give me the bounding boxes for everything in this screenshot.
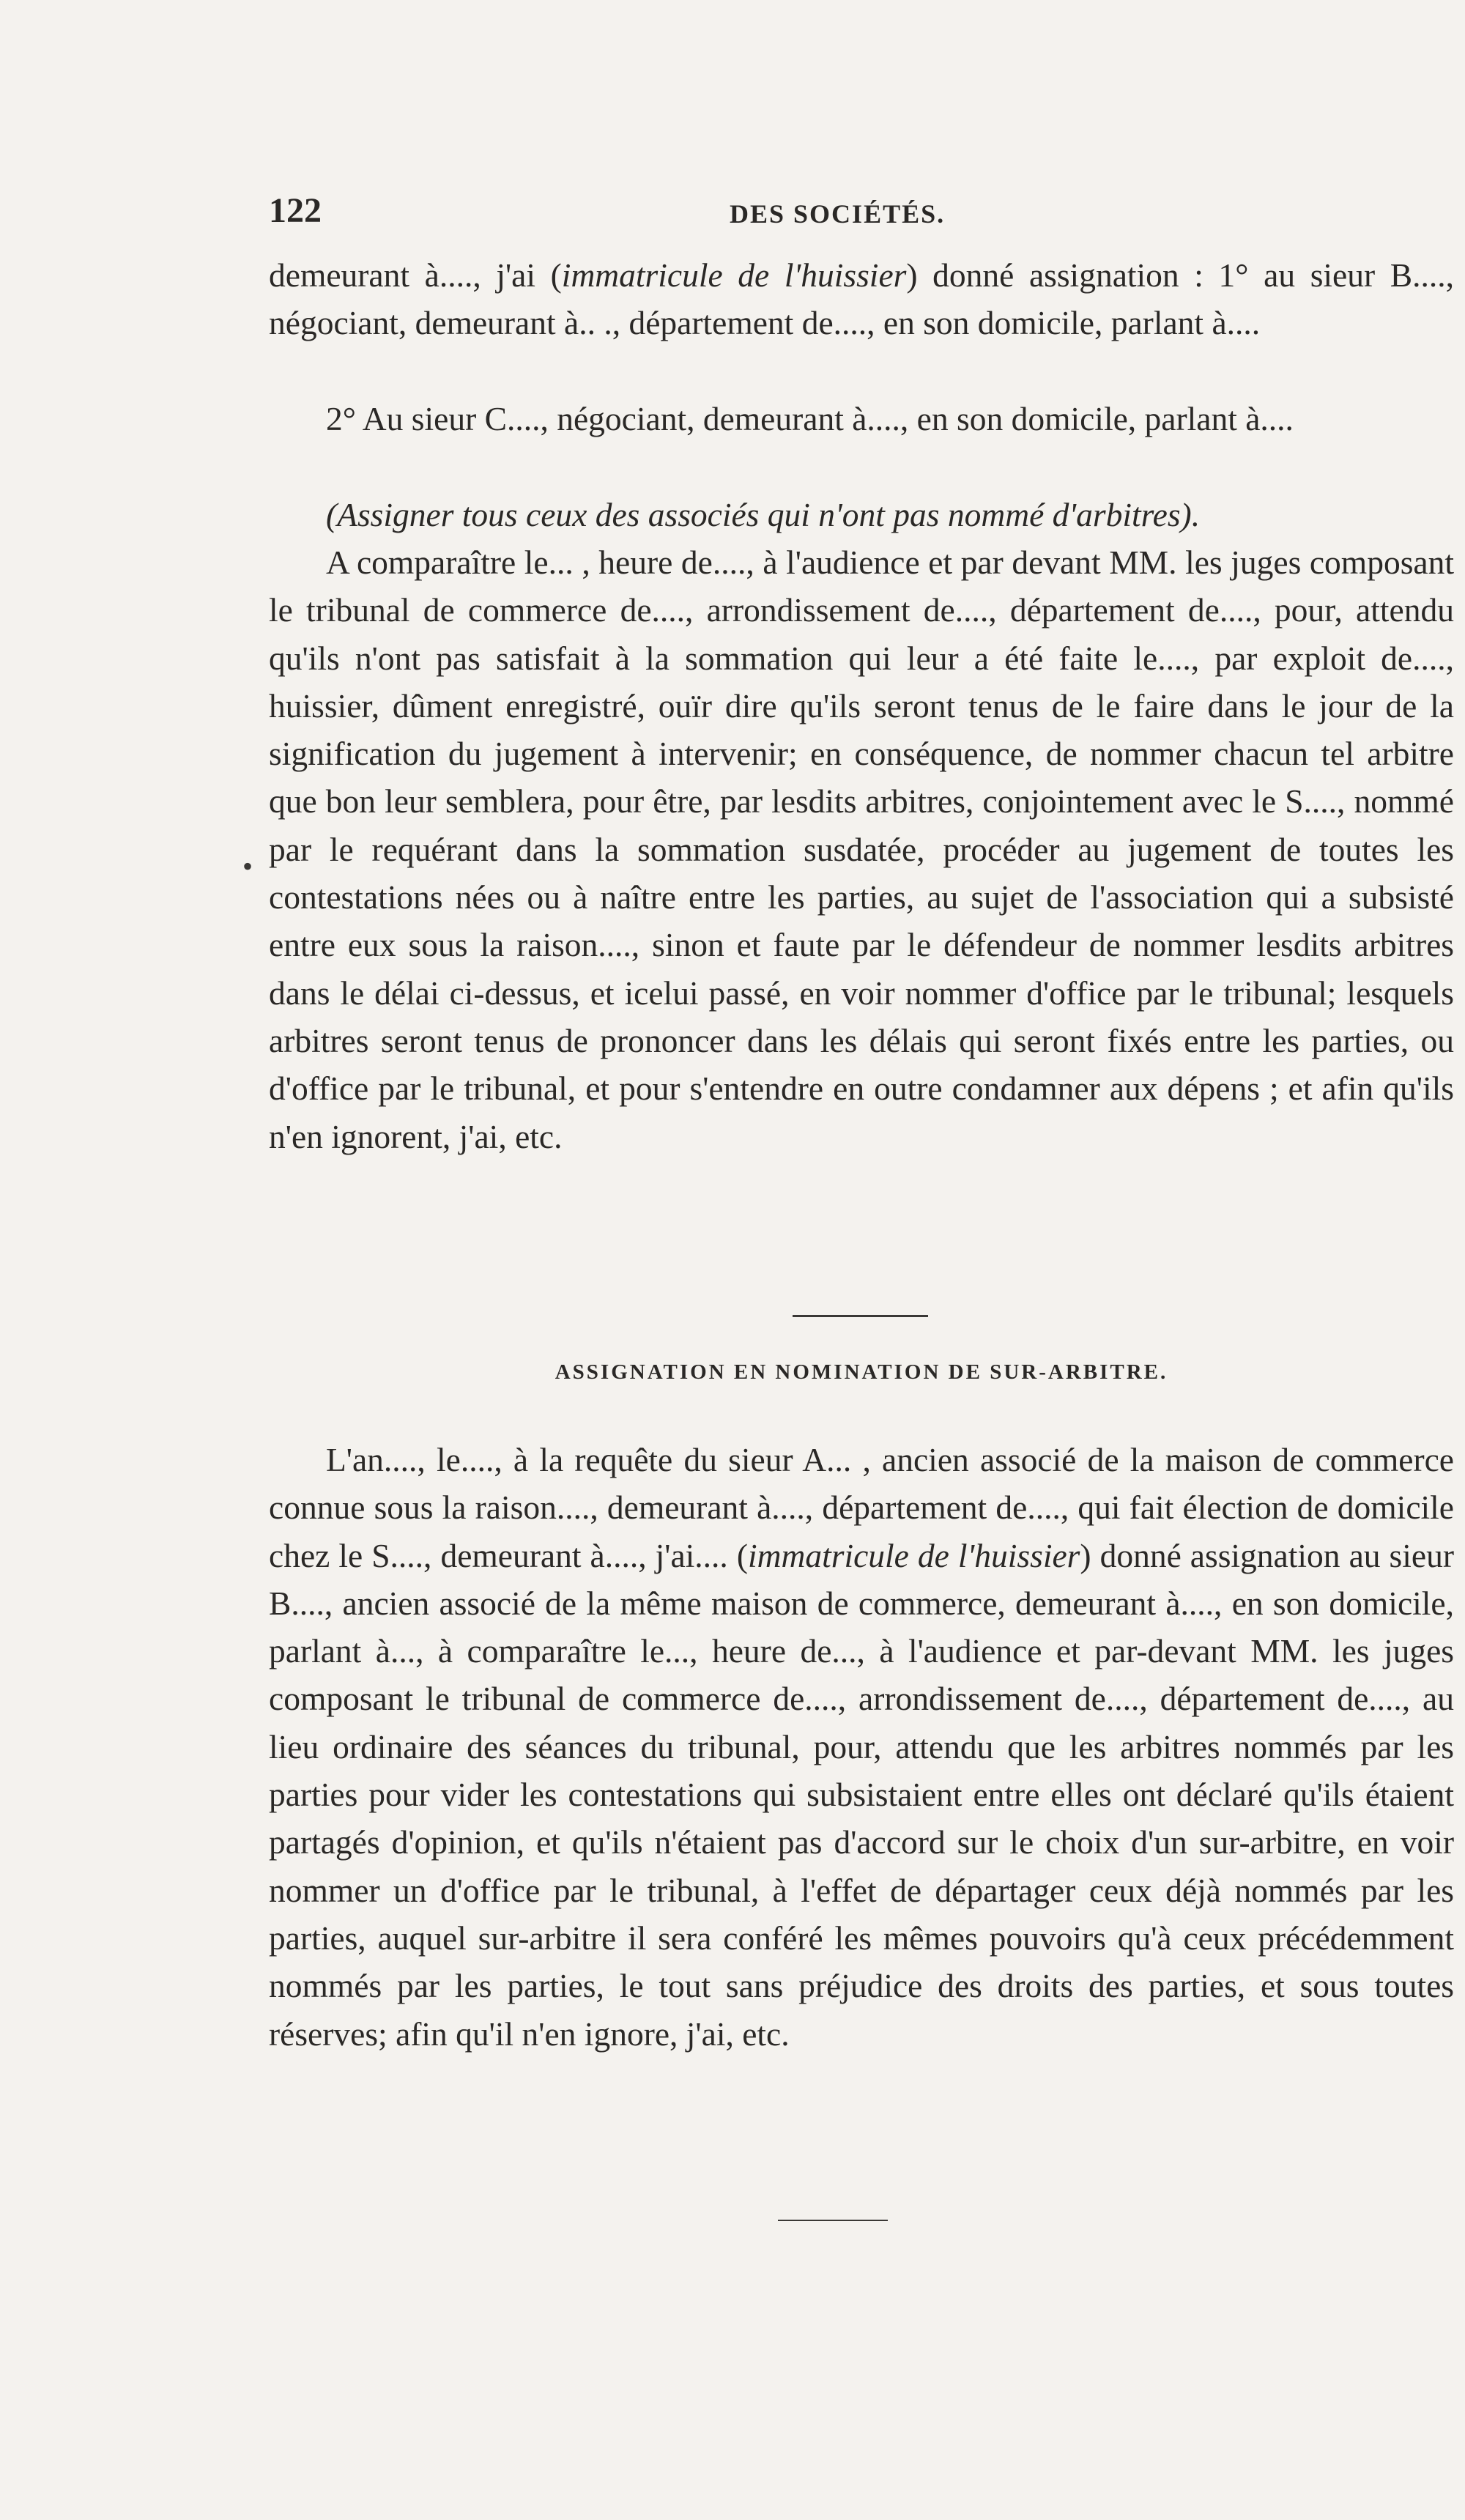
running-head — [269, 189, 1454, 233]
running-title: DES SOCIÉTÉS. — [730, 199, 946, 229]
section-rule — [793, 1315, 928, 1317]
body-paragraph-3 — [269, 491, 1454, 538]
italic-note: (Assigner tous ceux des associés qui n'ont pas nommé d'arbitres). — [326, 496, 1201, 533]
body-paragraph-4: A comparaître le... , heure de...., à l'audience et par devant MM. les juges composant le tribunal de commerce de...., arrondissement de...., département de...., pour, attendu qu'ils n'ont pas satisfait à la sommation qui leur a été faite le...., par exploit de...., huissier, dûment enregistré, ouïr dire qu'ils seront tenus de le faire dans le jour de la signification du jugement à intervenir; en conséquence, de nommer chacun tel arbitre que bon leur semblera, pour être, par lesdits arbitres, conjointement avec le S...., nommé par le requérant dans la sommation susdatée, procéder au jugement de toutes les contestations nées ou à naître entre les parties, au sujet de l'association qui a subsisté entre eux sous la raison...., sinon et faute par le défendeur de nommer lesdits arbitres dans le délai ci-dessus, et icelui passé, en voir nommer d'office par le tribunal; lesquels arbitres seront tenus de prononcer dans les délais qui seront fixés entre les parties, ou d'office par le tribunal, et pour s'entendre en outre condamner aux dépens ; et afin qu'ils n'en ignorent, j'ai, etc. — [269, 544, 1454, 1155]
margin-mark: • — [242, 850, 253, 883]
italic-note: immatricule de l'huissier — [561, 256, 907, 294]
section-paragraph: L'an...., le...., à la requête du sieur A... , ancien associé de la maison de commerce connue sous la raison...., demeurant à...., département de...., qui fait élection de domicile chez le S...., demeurant à...., j'ai.... (immatricule de l'huissier) donné assignation au sieur B...., ancien associé de la même maison de commerce, demeurant à...., en son domicile, parlant à..., à comparaître le..., heure de..., à l'audience et par-devant MM. les juges composant le tribunal de commerce de...., arrondissement de...., département de...., au lieu ordinaire des séances du tribunal, pour, attendu que les arbitres nommés par les parties pour vider les contestations qui subsistaient entre elles ont déclaré qu'ils étaient partagés d'opinion, et qu'ils n'étaient pas d'accord sur le choix d'un sur-arbitre, en voir nommer un d'office par le tribunal, à l'effet de départager ceux déjà nommés par les parties, auquel sur-arbitre il sera conféré les mêmes pouvoirs qu'à ceux précédemment nommés par les parties, le tout sans préjudice des droits des parties, et sous toutes réserves; afin qu'il n'en ignore, j'ai, etc. — [269, 1441, 1454, 2053]
closing-rule — [778, 2220, 888, 2221]
section-heading: ASSIGNATION EN NOMINATION DE SUR-ARBITRE. — [555, 1360, 1168, 1384]
italic-note: immatricule de l'huissier — [748, 1536, 1080, 1574]
body-paragraph-2: 2° Au sieur C...., négociant, demeurant à...., en son domicile, parlant à.... — [326, 400, 1294, 437]
body-paragraph-1: demeurant à...., j'ai (immatricule de l'huissier) donné assignation : 1° au sieur B...., négociant, demeurant à.. ., département de...., en son domicile, parlant à.... — [269, 256, 1454, 342]
page-number: 122 — [269, 191, 322, 230]
